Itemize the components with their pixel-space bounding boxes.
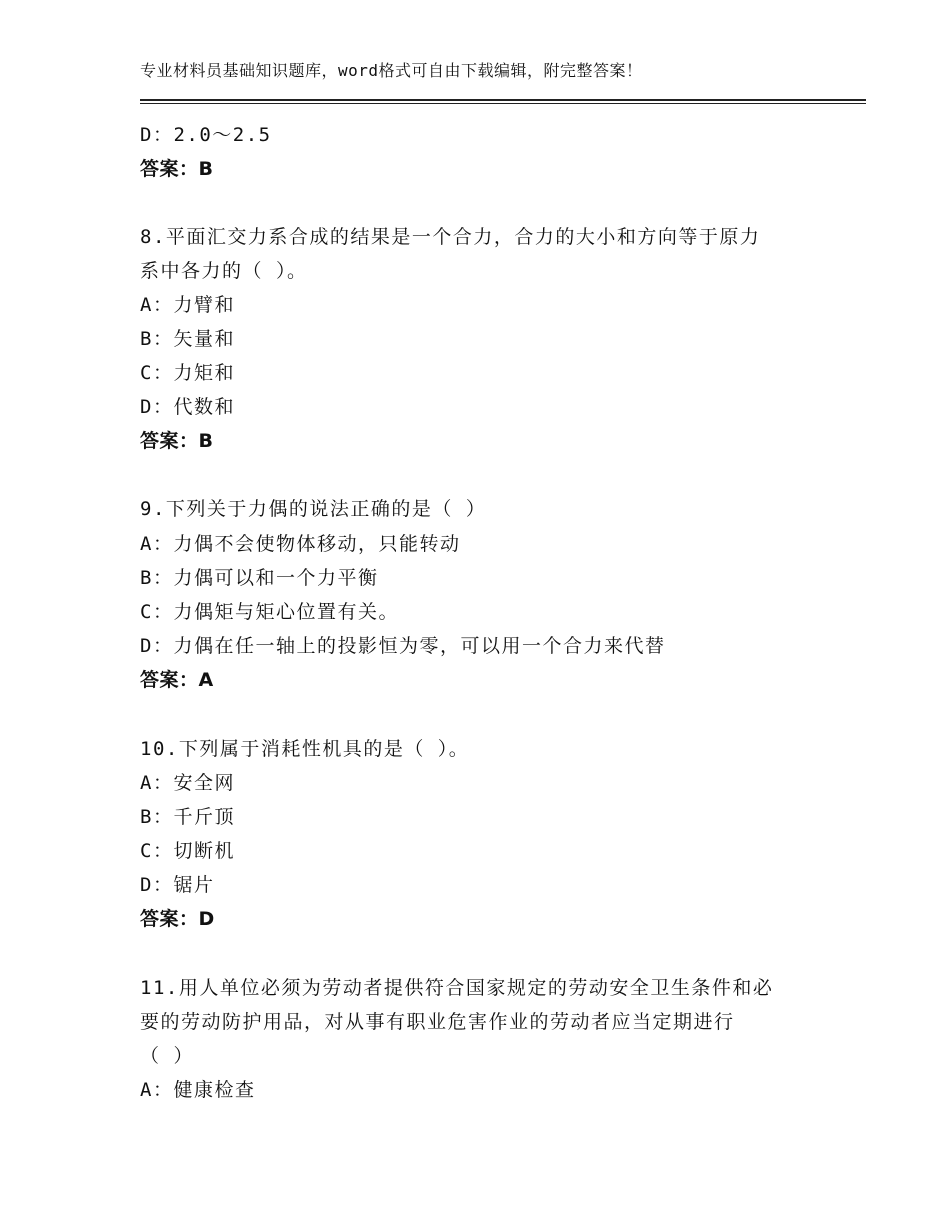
header-rule-thin <box>140 103 866 104</box>
document-header: 专业材料员基础知识题库，word格式可自由下载编辑，附完整答案！ <box>140 61 643 80</box>
header-rule-thick <box>140 99 866 101</box>
option-line: B：力偶可以和一个力平衡 <box>140 567 379 589</box>
question-line: 要的劳动防护用品，对从事有职业危害作业的劳动者应当定期进行 <box>140 1011 735 1033</box>
option-line: A：安全网 <box>140 772 235 794</box>
option-line: C：力矩和 <box>140 362 235 384</box>
option-line: D：力偶在任一轴上的投影恒为零，可以用一个合力来代替 <box>140 635 666 657</box>
question-line: 8.平面汇交力系合成的结果是一个合力，合力的大小和方向等于原力 <box>140 226 761 248</box>
option-line: D：2.0～2.5 <box>140 124 272 146</box>
question-line: （ ） <box>140 1045 194 1067</box>
question-line: 10.下列属于消耗性机具的是（ ）。 <box>140 738 470 760</box>
answer-line: 答案：B <box>140 430 214 452</box>
answer-line: 答案：D <box>140 908 215 930</box>
option-line: B：千斤顶 <box>140 806 235 828</box>
option-line: B：矢量和 <box>140 328 235 350</box>
question-line: 11.用人单位必须为劳动者提供符合国家规定的劳动安全卫生条件和必 <box>140 977 774 999</box>
option-line: C：力偶矩与矩心位置有关。 <box>140 601 399 623</box>
option-line: A：力偶不会使物体移动，只能转动 <box>140 533 461 555</box>
option-line: A：力臂和 <box>140 294 235 316</box>
option-line: C：切断机 <box>140 840 235 862</box>
answer-line: 答案：A <box>140 669 214 691</box>
question-line: 9.下列关于力偶的说法正确的是（ ） <box>140 498 487 520</box>
answer-line: 答案：B <box>140 158 214 180</box>
option-line: A：健康检查 <box>140 1079 256 1101</box>
option-line: D：锯片 <box>140 874 215 896</box>
question-line: 系中各力的（ ）。 <box>140 260 308 282</box>
option-line: D：代数和 <box>140 396 235 418</box>
